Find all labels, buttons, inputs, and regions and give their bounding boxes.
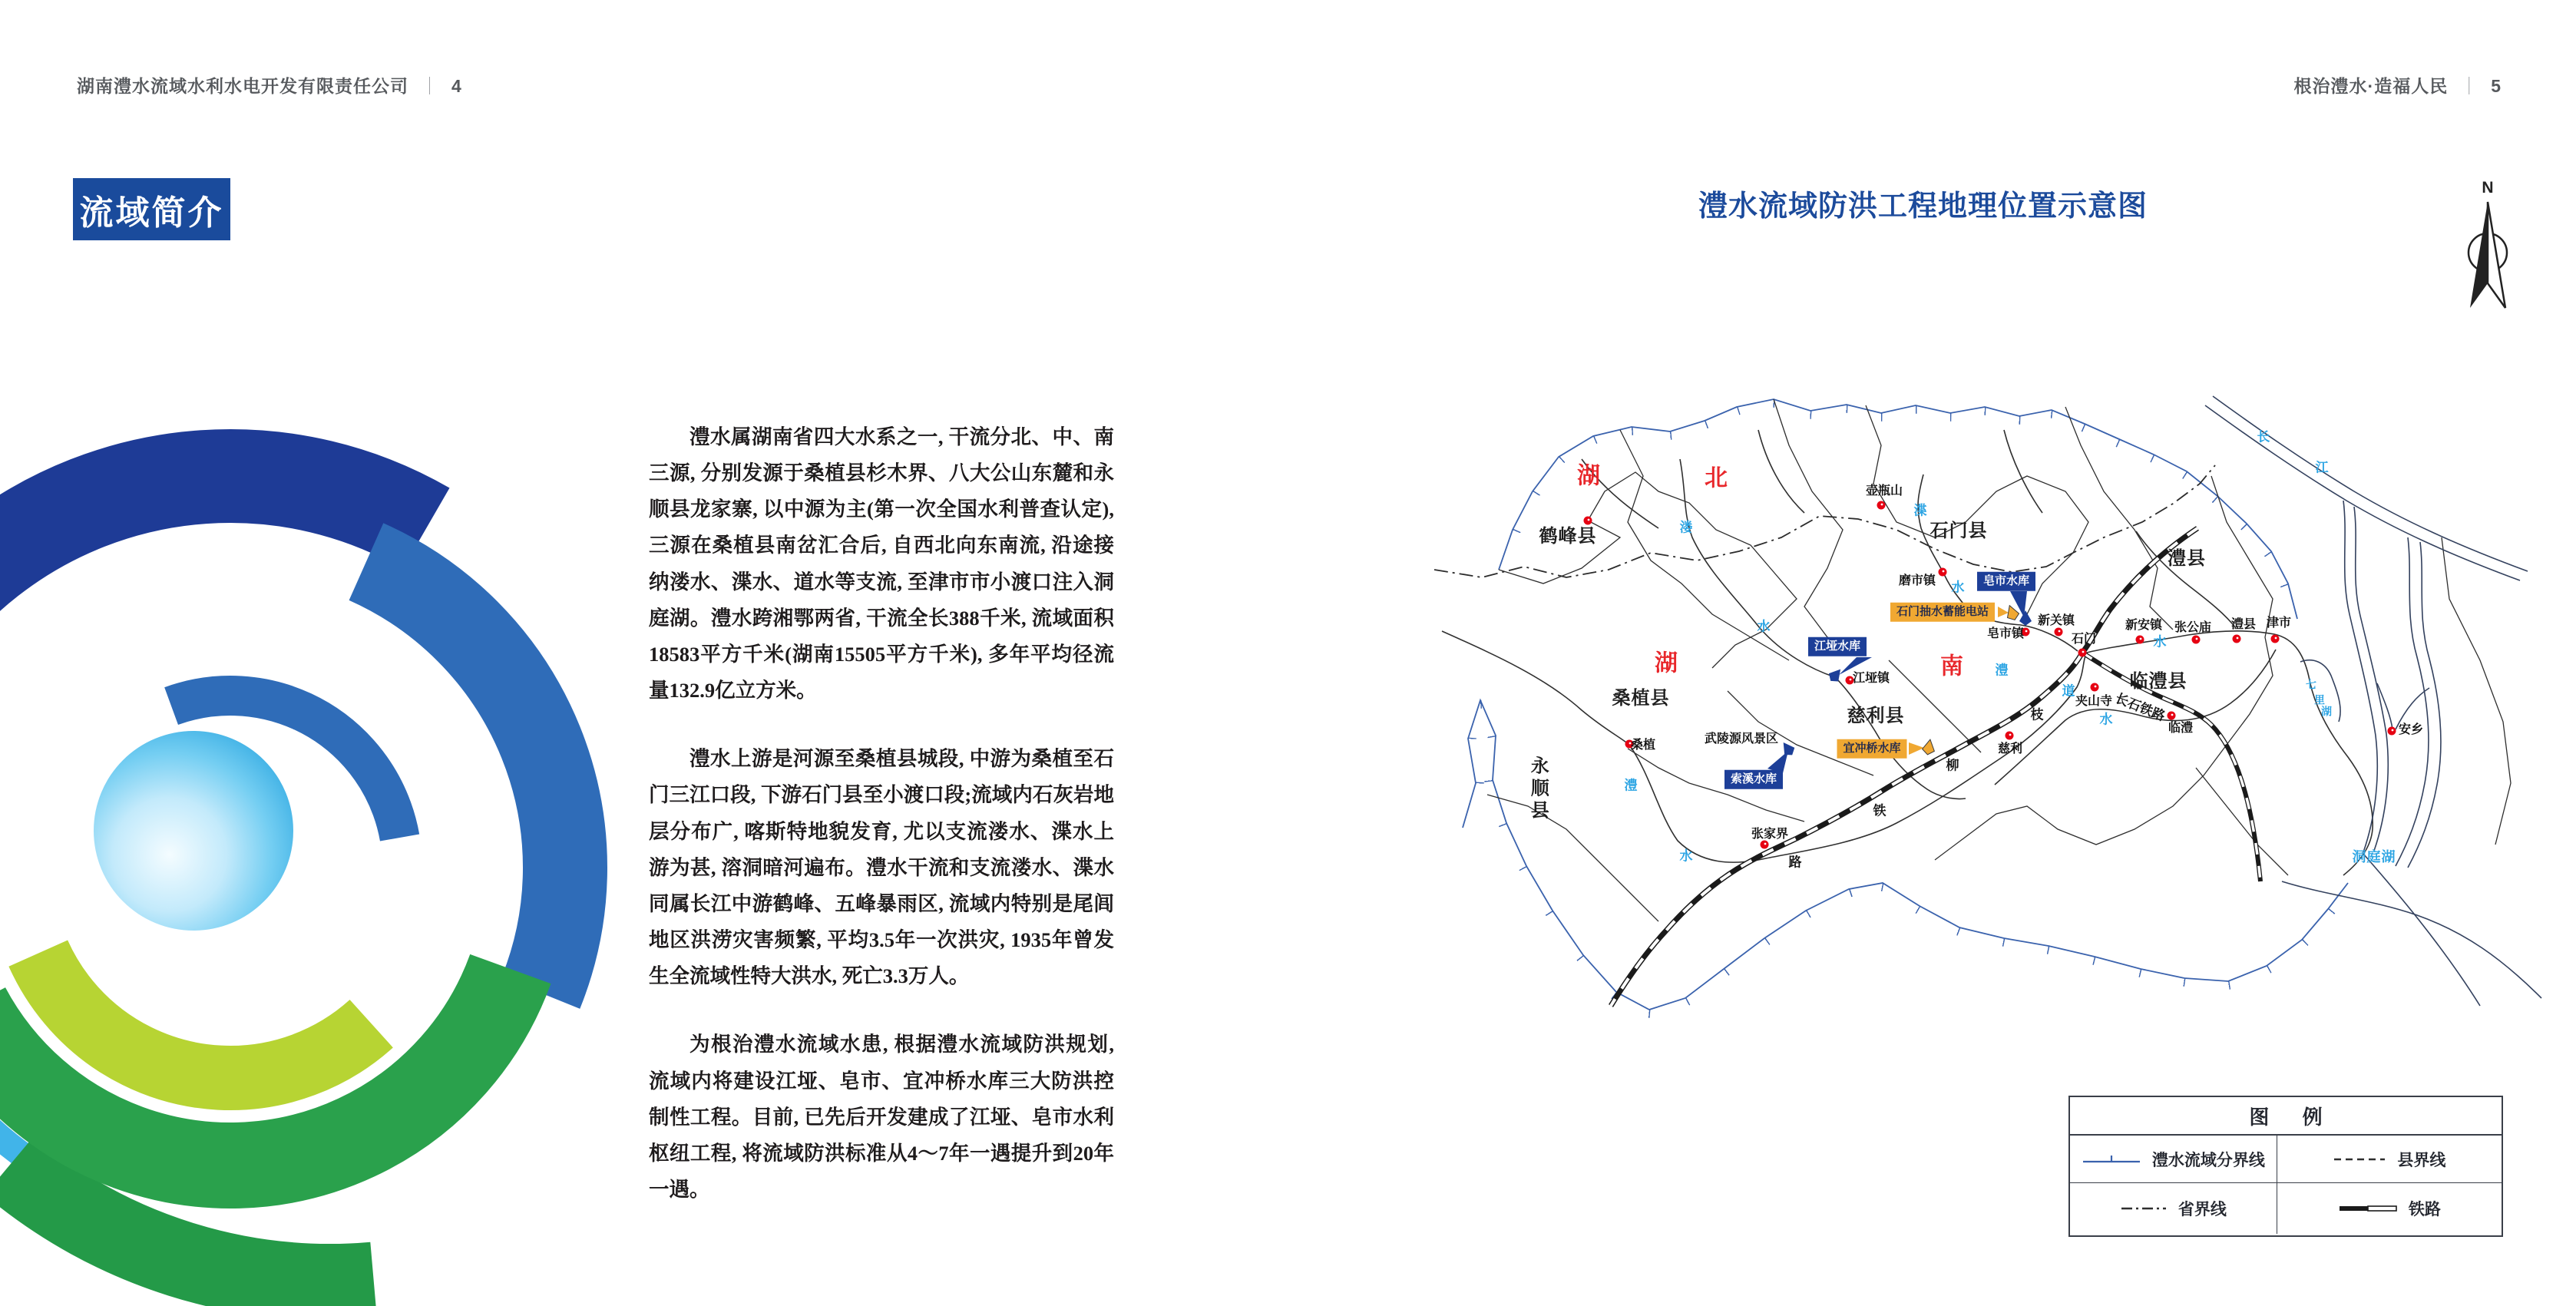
page-number-right: 5 [2491,76,2502,96]
town-label: 夹山寺 [2075,695,2113,709]
town-label: 石门 [2071,633,2097,646]
header-right [2294,72,2502,98]
legend-label: 省界线 [2178,1201,2227,1218]
legend-item-railway [2277,1183,2502,1234]
riv-label: 长 [2257,429,2270,445]
riv-label: 澧 [1995,663,2009,678]
res-orange-label: 宜冲桥水库 [1837,739,1906,759]
prov-label: 湖 [1655,650,1679,676]
county-label: 慈利县 [1847,705,1905,726]
riv-label: 溇 [1679,520,1693,535]
county-label: 澧县 [2168,547,2206,569]
basin-introduction-text [649,419,1114,1240]
county-line-symbol-icon [2333,1156,2386,1162]
lake-label: 洞庭湖 [2352,849,2396,865]
town-label: 桑植 [1630,739,1656,752]
town-label: 江垭镇 [1852,672,1890,686]
town-label: 新关镇 [2037,614,2075,628]
riv-label: 水 [2099,712,2113,727]
county-label: 桑植县 [1612,687,1670,709]
rail-label: 路 [1788,855,1802,870]
town-label: 澧县 [2230,618,2257,632]
town-dot [2192,636,2201,644]
prov-label: 南 [1940,653,1965,679]
riv-label: 水 [2153,634,2167,650]
paragraph: 澧水属湖南省四大水系之一, 干流分北、中、南三源, 分别发源于桑植县杉木界、八大公山东麓和永顺县龙家寨, 以中源为主(第一次全国水利普查认定), 三源在桑植县南岔汇合后, 自西北向东南流, 沿途接纳溇水、渫水、道水等支流, 至津市市小渡口注入洞庭湖。澧水跨湘鄂两省, 干流全长388千米, 流域面积18583平方千米(湖南15505平方千米), 多年平均径流量132.9亿立方米。 [649,425,1114,703]
town-dot-highlight [2095,686,2097,688]
town-dot-highlight [2237,637,2239,640]
county-label: 石门县 [1930,520,1988,541]
town-dot [2006,732,2014,740]
header-left [77,72,462,98]
legend-item-county-line [2277,1136,2502,1183]
header-separator: ｜ [2460,76,2479,96]
town-label: 津市 [2266,617,2292,630]
town-dot-highlight [1943,570,1945,573]
riv-label: 七 [2306,678,2316,691]
railway-lines [1611,528,2260,1006]
town-label: 壶瓶山 [1865,484,1903,498]
compass [2461,179,2515,313]
town-dot-highlight [2009,734,2012,736]
res-blue-label: 索溪水库 [1724,770,1783,789]
dam-symbol-icon [1778,739,1797,759]
county-label: 永顺县 [1527,755,1549,823]
town-label: 临澧 [2168,722,2194,736]
paragraph: 为根治澧水流域水患, 根据澧水流域防洪规划, 流域内将建设江垭、皂市、宜冲桥水库三大防洪控制性工程。目前, 已先后开发建成了江垭、皂市水利枢纽工程, 将流域防洪标准从4～7年一遇提升到20年一遇。 [649,1033,1114,1201]
town-dot [2055,628,2063,636]
county-label: 鹤峰县 [1539,525,1597,547]
town-dot-highlight [2392,729,2394,732]
legend-label: 铁路 [2408,1201,2441,1218]
callout-pointers [1767,591,2027,773]
dam-symbols [1778,603,2032,759]
company-name: 湖南澧水流域水利水电开发有限责任公司 [77,76,408,96]
prov-label: 北 [1705,465,1729,491]
basin-boundary-line [1463,399,2348,1010]
town-dot [1584,517,1592,525]
town-label: 皂市镇 [1986,627,2025,641]
section-title: 流域简介 [73,178,230,240]
town-label: 新安镇 [2125,619,2163,633]
riv-label: 湖 [2321,705,2332,718]
county-label: 临澧县 [2129,670,2187,692]
town-dot [1939,568,1947,577]
riv-label: 水 [1757,619,1771,634]
riv-label: 水 [1679,848,1693,864]
map-legend [2068,1096,2503,1237]
town-dot-highlight [1881,504,1883,506]
rail-label: 铁 [1873,803,1887,818]
town-dot [1761,841,1769,849]
compass-north-label: N [2482,179,2494,197]
res-blue-label: 皂市水库 [1977,572,2035,591]
scenic-label: 武陵源风景区 [1704,732,1779,746]
res-blue-label: 江垭水库 [1808,637,1867,656]
province-boundary-line [1434,465,2215,577]
town-dot-highlight [2140,638,2142,640]
town-dot [2233,635,2241,643]
basin-boundary-symbol-icon [2082,1154,2141,1165]
legend-title: 图 例 [2070,1097,2502,1136]
town-label: 安乡 [2398,723,2424,737]
town-dot-highlight [2196,638,2198,640]
town-dots [1584,501,2396,849]
town-dot-highlight [2082,651,2085,653]
town-dot [2091,683,2099,692]
town-dot-highlight [2025,630,2028,633]
town-dot-highlight [2058,630,2061,633]
dam-symbol-icon [1922,739,1936,755]
res-orange-label: 石门抽水蓄能电站 [1890,603,1995,622]
county-boundary-lines [1487,399,2511,921]
town-label: 磨市镇 [1898,574,1936,588]
basin-map [1413,369,2576,1136]
riv-label: 江 [2315,460,2329,475]
town-dot-highlight [2275,637,2277,640]
rail-label: 柳 [1946,758,1959,773]
legend-item-basin-boundary [2070,1136,2277,1183]
riv-label: 道 [2062,683,2075,699]
logo-water-drop [94,731,293,931]
town-dot [2271,635,2280,643]
legend-label: 澧水流域分界线 [2151,1151,2265,1169]
town-label: 张公庙 [2174,621,2212,635]
riv-label: 水 [1951,580,1965,595]
town-dot [2022,628,2030,636]
riv-label: 里 [2314,693,2325,706]
page-number-left: 4 [451,76,462,96]
railway-symbol-icon [2338,1204,2398,1213]
town-dot-highlight [1629,742,1632,745]
town-dot-highlight [1588,519,1590,521]
legend-label: 县界线 [2397,1151,2446,1169]
prov-label: 湖 [1577,463,1602,489]
town-label: 张家界 [1751,828,1789,841]
riv-label: 澧 [1624,778,1638,793]
slogan: 根治澧水·造福人民 [2293,76,2449,96]
dam-symbol-icon [2019,610,2032,626]
paragraph: 澧水上游是河源至桑植县城段, 中游为桑植至石门三江口段, 下游石门县至小渡口段;流域内石灰岩地层分布广, 喀斯特地貌发育, 尤以支流溇水、渫水上游为甚, 溶洞暗河遍布。澧水干流和支流溇水、渫水同属长江中游鹤峰、五峰暴雨区, 流域内特别是尾闾地区洪涝灾害频繁, 平均3.5年一次洪灾, 1935年曾发生全流域性特大洪水, 死亡3.3万人。 [649,747,1114,988]
town-dot [2136,636,2144,644]
town-dot [1625,740,1634,749]
town-dot [1846,676,1854,685]
town-dot-highlight [1850,679,1852,681]
town-label: 慈利 [1997,742,2023,756]
town-dot-highlight [2171,714,2174,716]
legend-item-province-line [2070,1183,2277,1234]
riv-label: 渫 [1913,503,1927,518]
rail-label: 枝 [2030,707,2044,722]
map-title: 澧水流域防洪工程地理位置示意图 [1698,190,2148,223]
river-lines [1442,430,2373,875]
yangtze-and-channels [2205,396,2541,1006]
header-separator: ｜ [421,76,439,96]
province-line-symbol-icon [2120,1205,2168,1212]
compass-needle-icon [2461,197,2515,312]
town-dot [2388,727,2396,736]
town-dot [2168,712,2176,720]
town-dot-highlight [1764,843,1767,845]
company-logo [0,399,614,1306]
rail-label: 长石铁路 [2113,690,2168,724]
town-dot [1877,501,1886,510]
town-dot [2078,649,2087,657]
